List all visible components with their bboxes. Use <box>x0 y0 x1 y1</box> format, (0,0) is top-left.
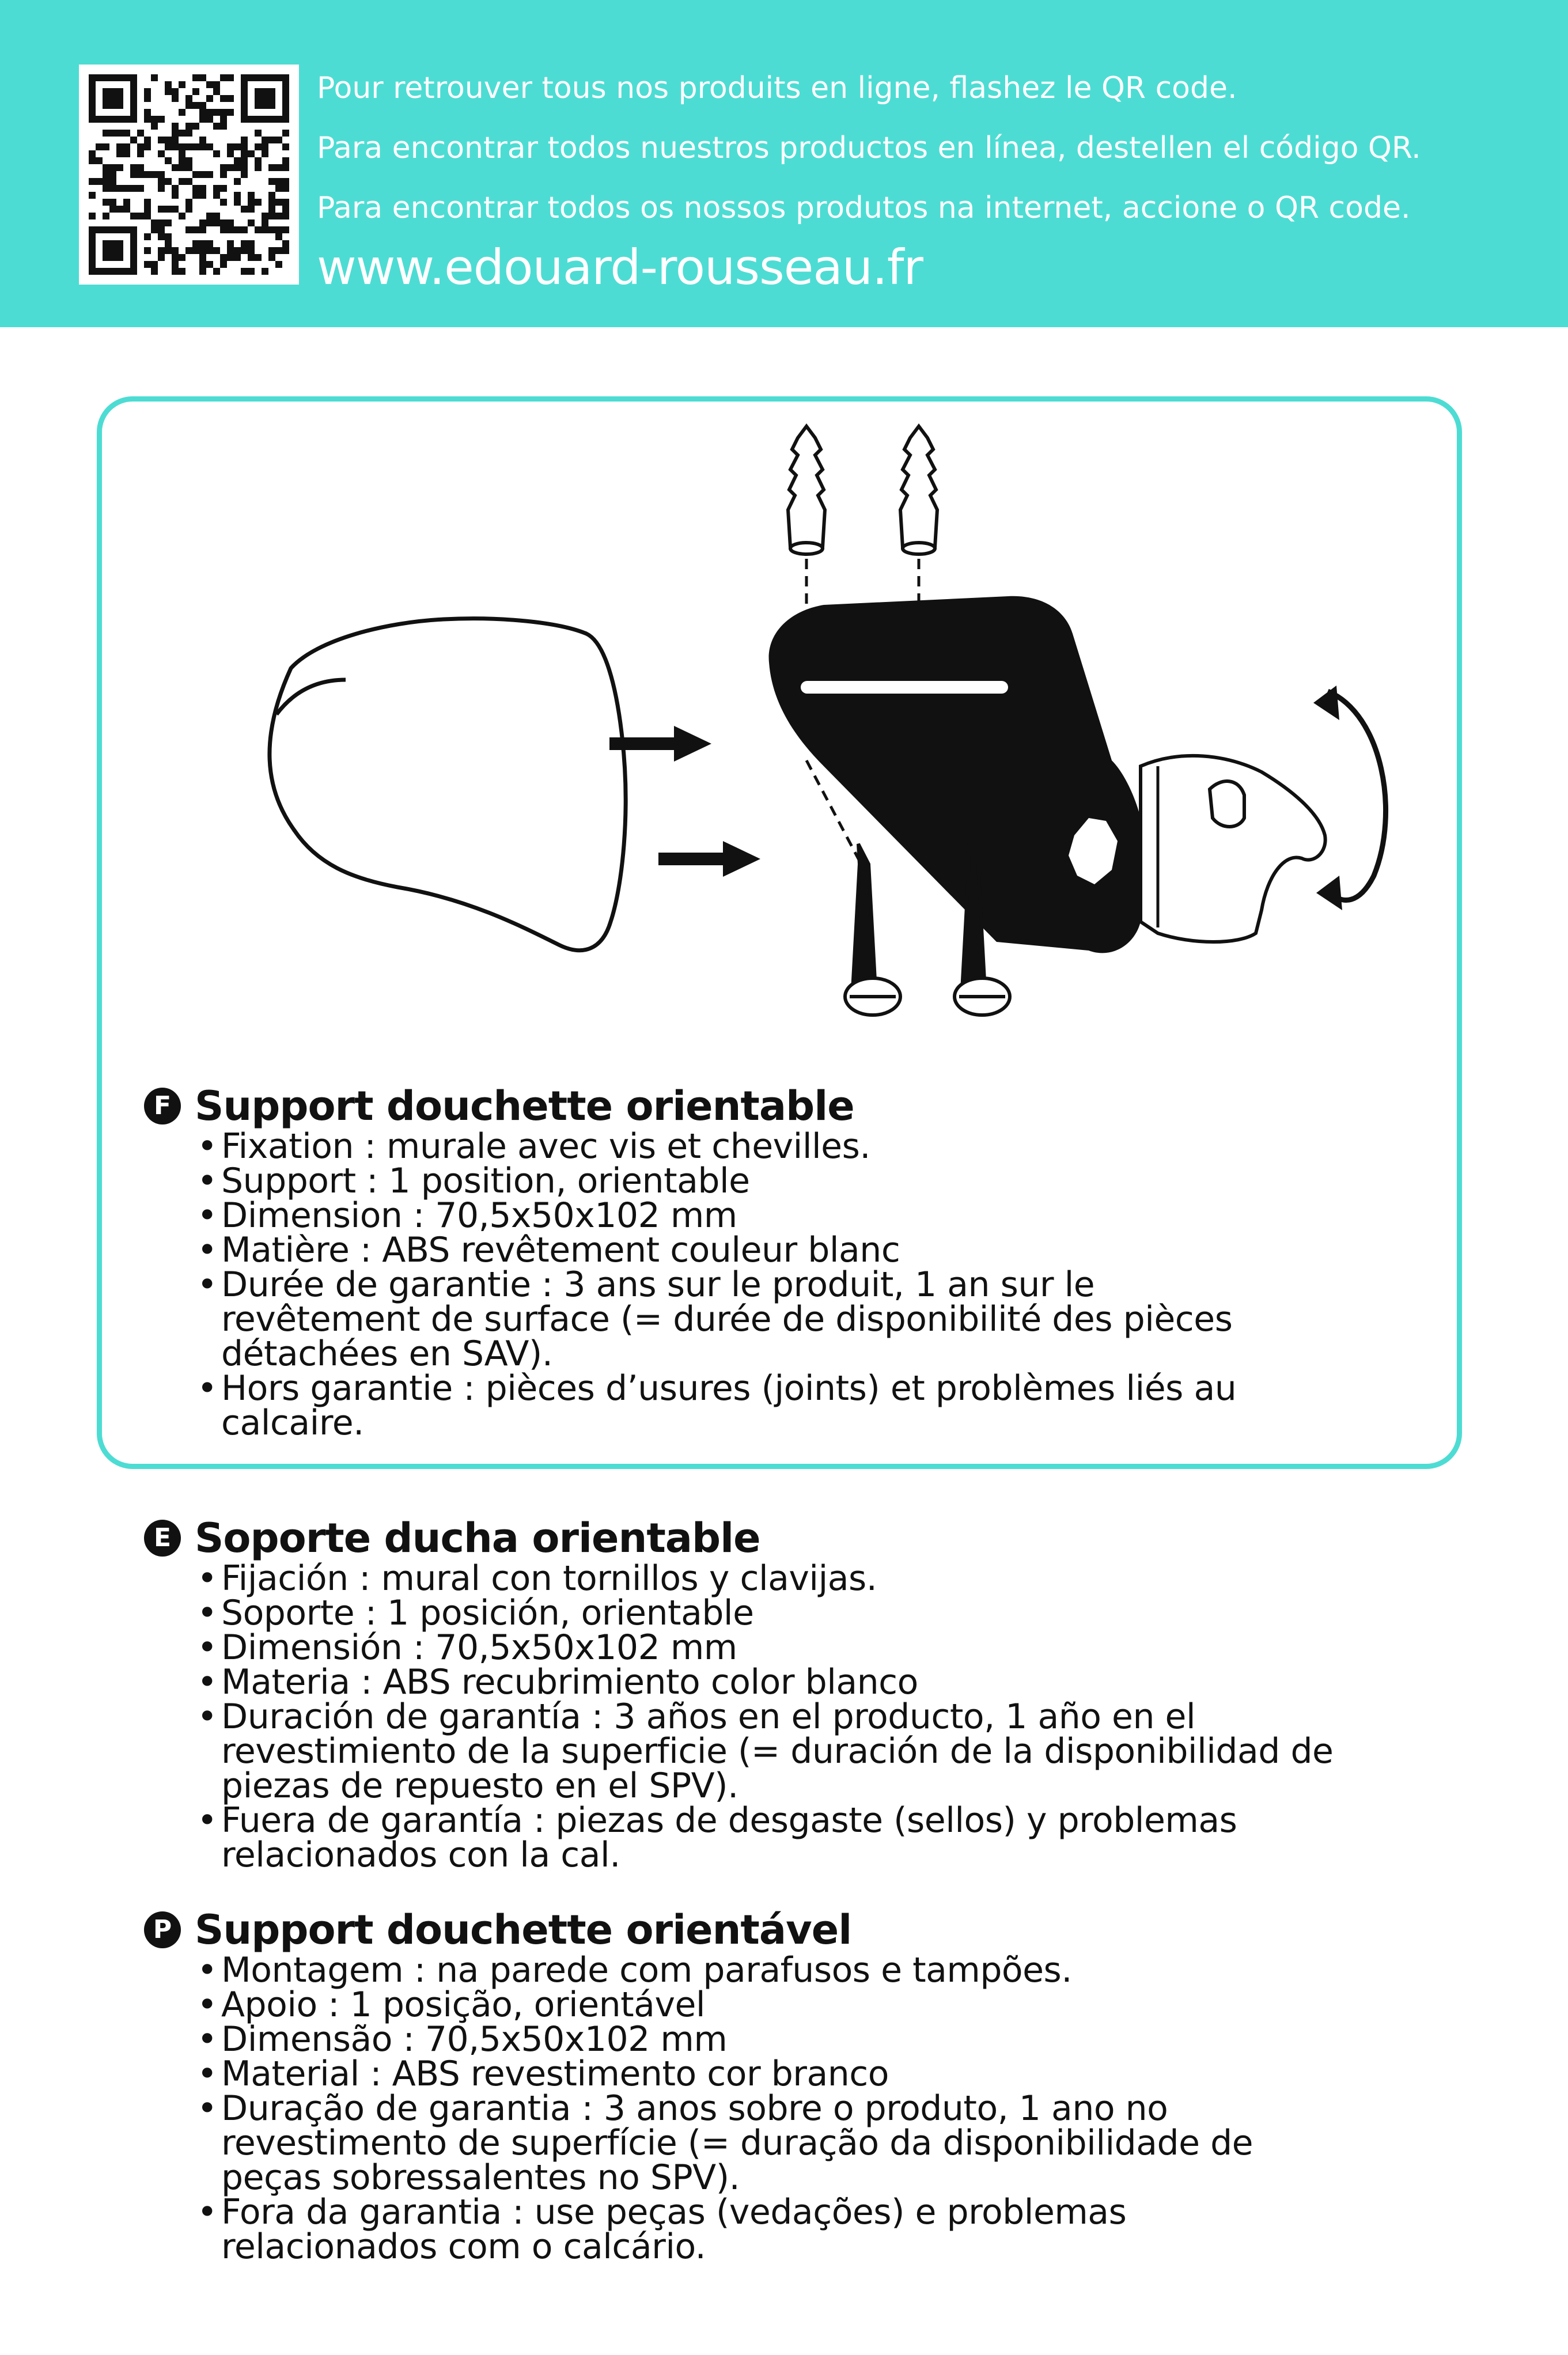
header-banner <box>0 0 1568 327</box>
section-french <box>144 1082 1503 1443</box>
header-line-fr: Pour retrouver tous nos produits en ligne, flashez le QR code. <box>317 71 1237 105</box>
spec-item: • Dimensión : 70,5x50x102 mm <box>197 1627 737 1668</box>
section-title: Support douchette orientável <box>195 1906 852 1953</box>
rotate-arrows-icon <box>1313 686 1386 910</box>
spec-item: • Matière : ABS revêtement couleur blanc <box>197 1230 900 1270</box>
spec-item: • Duração de garantia : 3 anos sobre o produto, 1 ano no revestimento de superfície (= duração da disponibilidade de peças sobressalentes no SPV). <box>197 2088 1253 2198</box>
section-portuguese <box>144 1906 1503 2267</box>
section-title-row <box>144 1515 1503 1561</box>
qr-code-icon[interactable] <box>79 65 299 285</box>
spec-item: • Durée de garantie : 3 ans sur le produit, 1 an sur le revêtement de surface (= durée de disponibilité des pièces détachées en SAV). <box>197 1264 1233 1374</box>
language-badge-p: P <box>144 1911 181 1948</box>
spec-item: • Dimension : 70,5x50x102 mm <box>197 1195 737 1236</box>
section-title-row <box>144 1083 1503 1129</box>
header-line-pt: Para encontrar todos os nossos produtos na internet, accione o QR code. <box>317 191 1411 225</box>
header-text-block <box>317 58 1527 302</box>
shower-head-icon <box>270 619 626 951</box>
section-spanish <box>144 1515 1503 1875</box>
wall-plug-icon <box>788 426 937 554</box>
spec-item: • Fuera de garantía : piezas de desgaste (sellos) y problemas relacionados con la cal. <box>197 1800 1237 1875</box>
spec-item: • Hors garantie : pièces d’usures (joints) et problèmes liés au calcaire. <box>197 1368 1237 1443</box>
spec-list <box>144 1126 1503 1443</box>
header-line-es: Para encontrar todos nuestros productos en línea, destellen el código QR. <box>317 131 1421 165</box>
spec-item: • Fixation : murale avec vis et chevilles. <box>197 1126 870 1167</box>
arrow-right-icon <box>609 726 760 877</box>
bracket-icon <box>769 596 1325 953</box>
spec-item: • Materia : ABS recubrimiento color blanco <box>197 1662 918 1702</box>
language-badge-e: E <box>144 1520 181 1557</box>
spec-item: • Fora da garantia : use peças (vedações) e problemas relacionados com o calcário. <box>197 2192 1127 2267</box>
section-title-row <box>144 1907 1503 1953</box>
website-link[interactable]: www.edouard-rousseau.fr <box>317 239 923 296</box>
spec-item: • Duración de garantía : 3 años en el producto, 1 año en el revestimiento de la superficie (= duración de la disponibilidad de piezas de repuesto en el SPV). <box>197 1697 1334 1806</box>
spec-item: • Material : ABS revestimento cor branco <box>197 2054 889 2094</box>
spec-item: • Dimensão : 70,5x50x102 mm <box>197 2019 728 2059</box>
spec-list <box>144 1558 1503 1875</box>
section-title: Soporte ducha orientable <box>195 1515 760 1562</box>
assembly-illustration <box>144 415 1434 1048</box>
language-badge-f: F <box>144 1088 181 1125</box>
spec-item: • Soporte : 1 posición, orientable <box>197 1593 754 1633</box>
spec-item: • Montagem : na parede com parafusos e tampões. <box>197 1950 1072 1990</box>
spec-item: • Support : 1 position, orientable <box>197 1161 750 1201</box>
spec-list <box>144 1950 1503 2267</box>
section-title: Support douchette orientable <box>195 1082 854 1130</box>
spec-item: • Fijación : mural con tornillos y clavijas. <box>197 1558 877 1599</box>
spec-item: • Apoio : 1 posição, orientável <box>197 1985 706 2025</box>
